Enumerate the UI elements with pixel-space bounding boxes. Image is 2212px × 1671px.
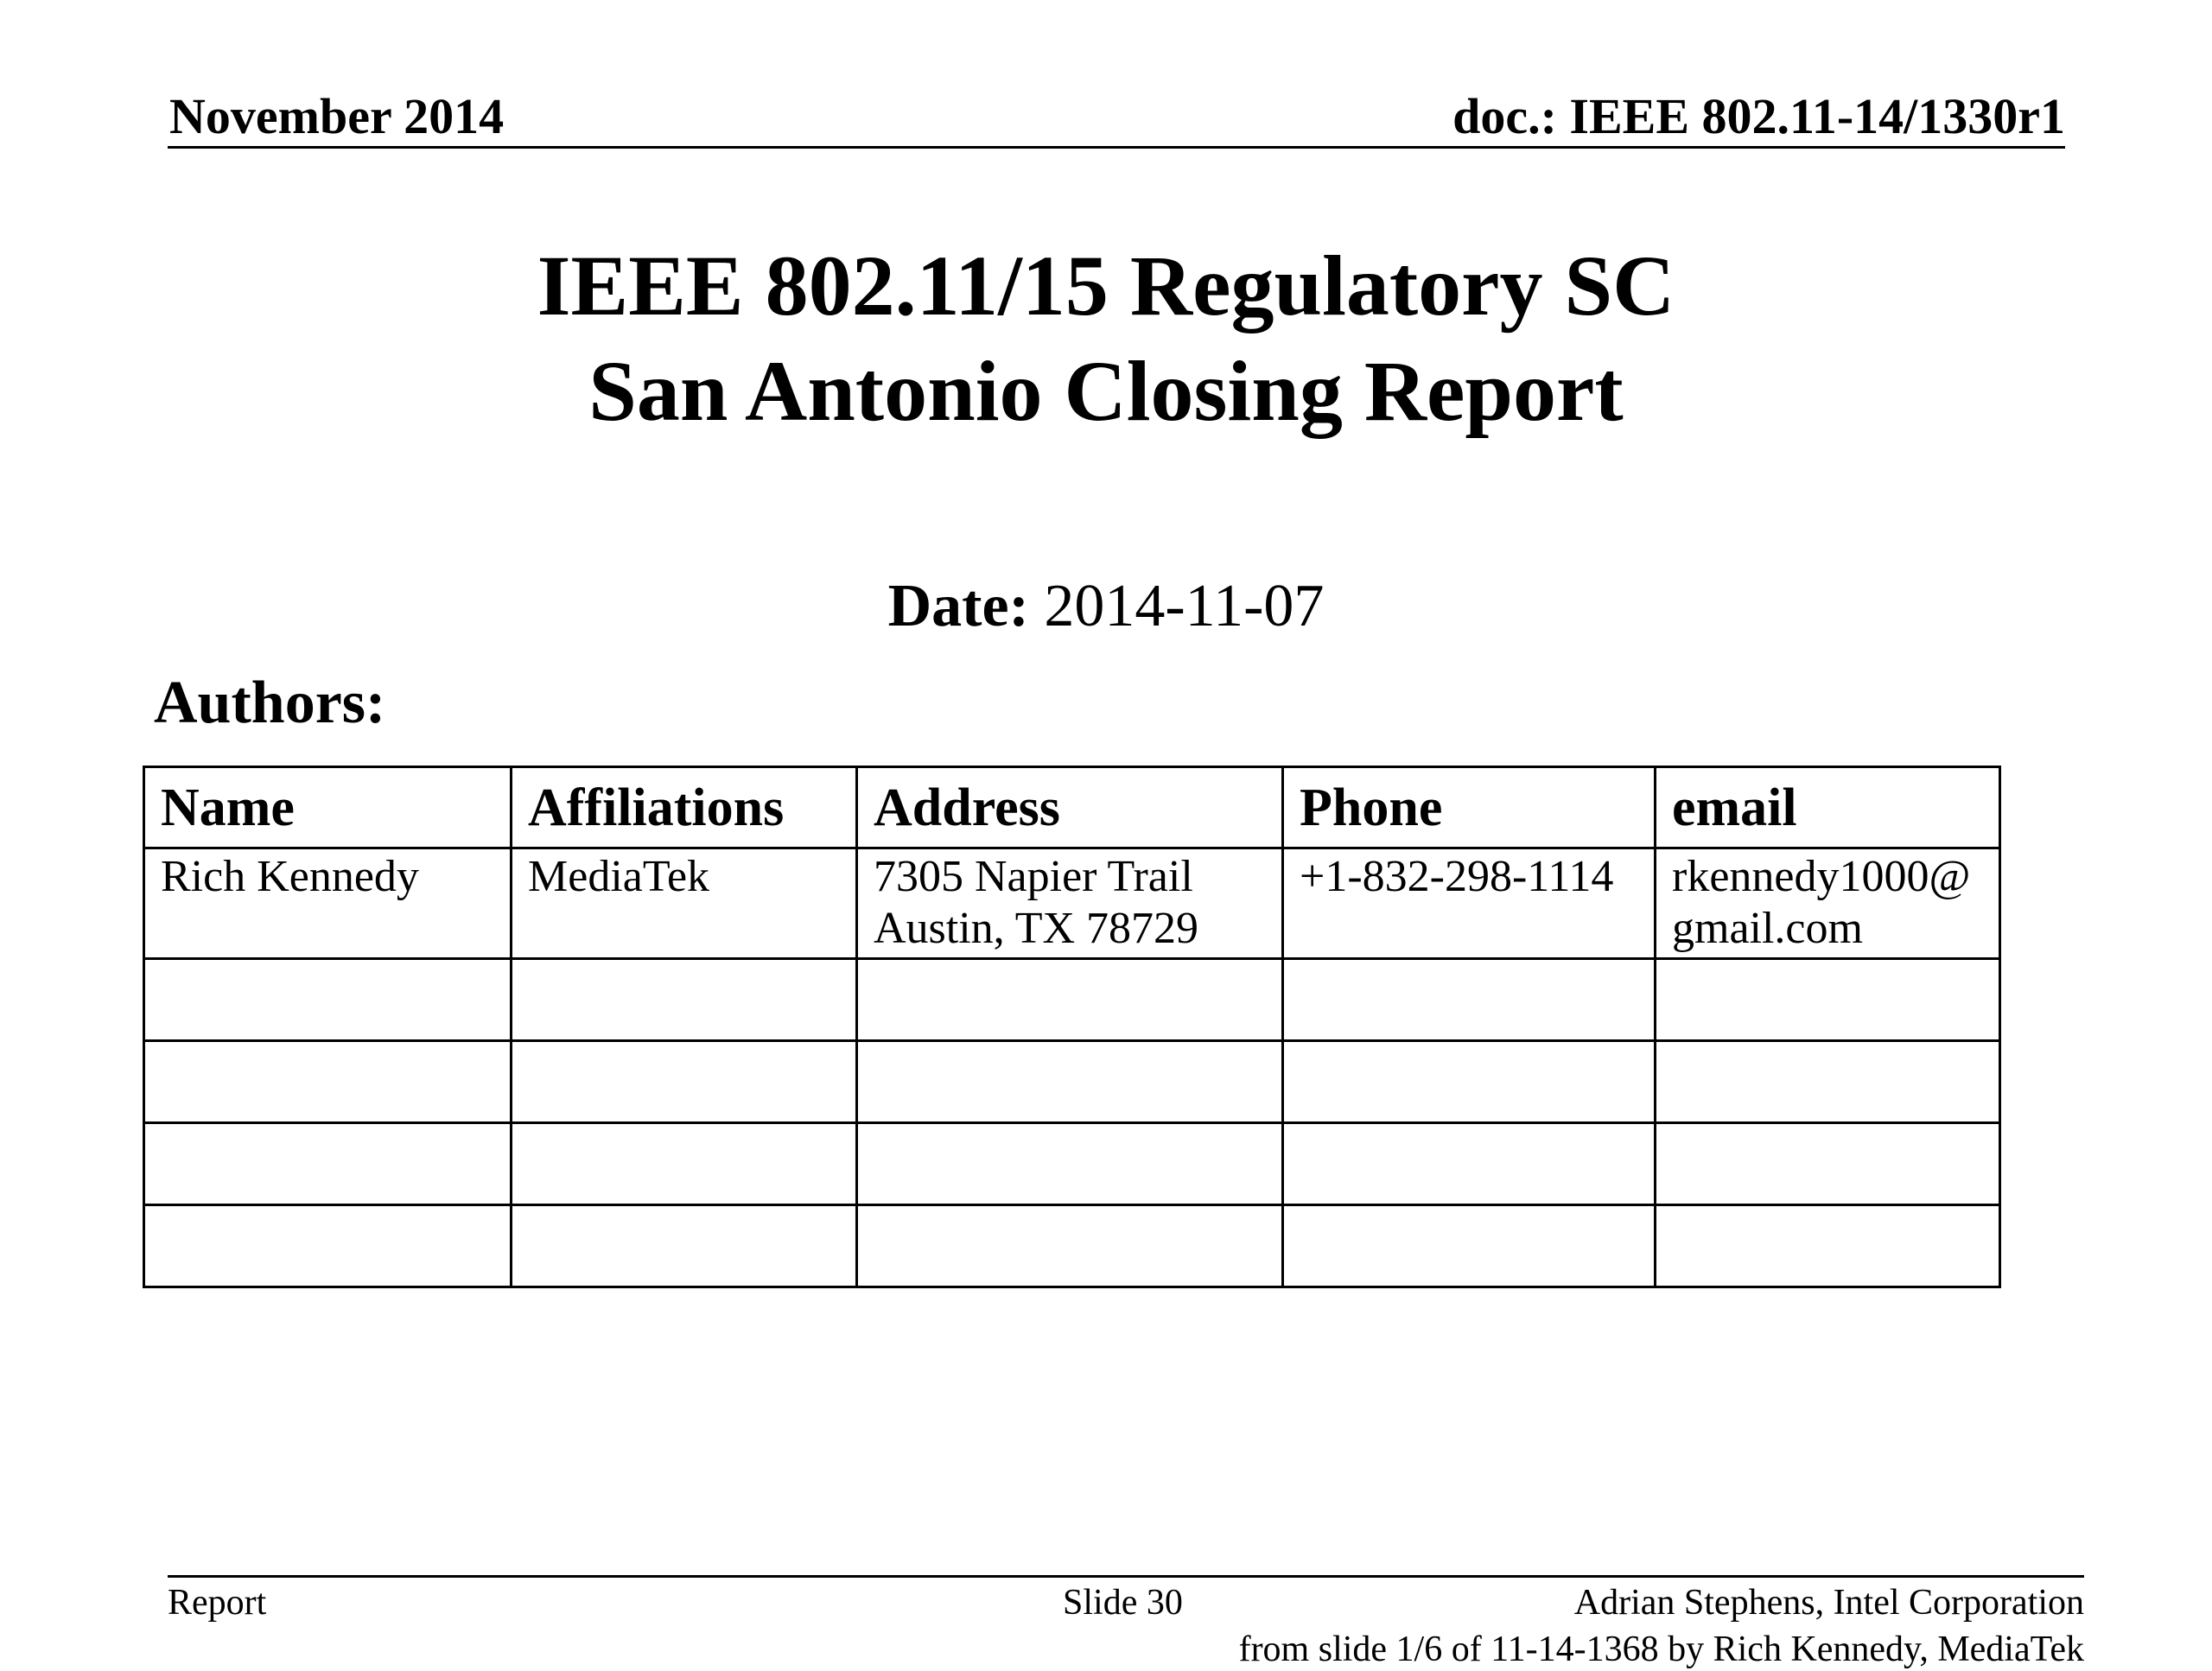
table-cell-empty: [857, 1205, 1283, 1287]
table-cell-empty: [512, 959, 857, 1041]
table-cell-empty: [857, 1123, 1283, 1205]
table-cell-empty: [144, 1123, 512, 1205]
table-row: [144, 848, 2000, 959]
header-doc-id: doc.: IEEE 802.11-14/1330r1: [1452, 88, 2065, 144]
slide-title: [0, 233, 2212, 444]
author-name: Rich Kennedy: [144, 848, 512, 959]
column-header-email: email: [1656, 767, 2000, 848]
date-line: [0, 570, 2212, 643]
table-cell-empty: [144, 1041, 512, 1123]
column-header-affiliations: Affiliations: [512, 767, 857, 848]
header-divider: [168, 146, 2065, 149]
header-date: November 2014: [169, 88, 505, 144]
table-cell-empty: [144, 1205, 512, 1287]
table-cell-empty: [1656, 1041, 2000, 1123]
slide-title-line-2: San Antonio Closing Report: [588, 343, 1624, 439]
table-cell-empty: [512, 1205, 857, 1287]
footer-divider: [168, 1575, 2084, 1578]
table-cell-empty: [512, 1123, 857, 1205]
author-address-line-2: Austin, TX 78729: [874, 904, 1199, 953]
footer-author: Adrian Stephens, Intel Corporation: [1573, 1583, 2084, 1623]
table-cell-empty: [857, 959, 1283, 1041]
table-cell-empty: [144, 959, 512, 1041]
footer-label: Report: [168, 1583, 267, 1623]
table-row-empty: [144, 1205, 2000, 1287]
date-label: Date:: [887, 573, 1029, 639]
table-row-empty: [144, 1123, 2000, 1205]
table-cell-empty: [1283, 959, 1656, 1041]
table-cell-empty: [1283, 1123, 1656, 1205]
authors-table: [143, 766, 2001, 1288]
table-cell-empty: [1656, 1123, 2000, 1205]
column-header-name: Name: [144, 767, 512, 848]
table-cell-empty: [1283, 1041, 1656, 1123]
table-cell-empty: [1656, 959, 2000, 1041]
column-header-phone: Phone: [1283, 767, 1656, 848]
author-address: [857, 848, 1283, 959]
table-header-row: [144, 767, 2000, 848]
authors-label: Authors:: [154, 670, 386, 736]
author-affiliation: MediaTek: [512, 848, 857, 959]
table-row-empty: [144, 1041, 2000, 1123]
author-email: rkennedy1000@gmail.com: [1656, 848, 2000, 959]
author-address-line-1: 7305 Napier Trail: [874, 852, 1193, 901]
author-phone: +1-832-298-1114: [1283, 848, 1656, 959]
table-cell-empty: [857, 1041, 1283, 1123]
footer-source-note: from slide 1/6 of 11-14-1368 by Rich Kennedy, MediaTek: [1238, 1630, 2084, 1669]
column-header-address: Address: [857, 767, 1283, 848]
table-cell-empty: [1656, 1205, 2000, 1287]
slide-title-line-1: IEEE 802.11/15 Regulatory SC: [537, 238, 1675, 334]
table-cell-empty: [1283, 1205, 1656, 1287]
date-value: 2014-11-07: [1044, 573, 1325, 639]
table-row-empty: [144, 959, 2000, 1041]
table-cell-empty: [512, 1041, 857, 1123]
footer-slide-number: Slide 30: [1063, 1583, 1183, 1623]
